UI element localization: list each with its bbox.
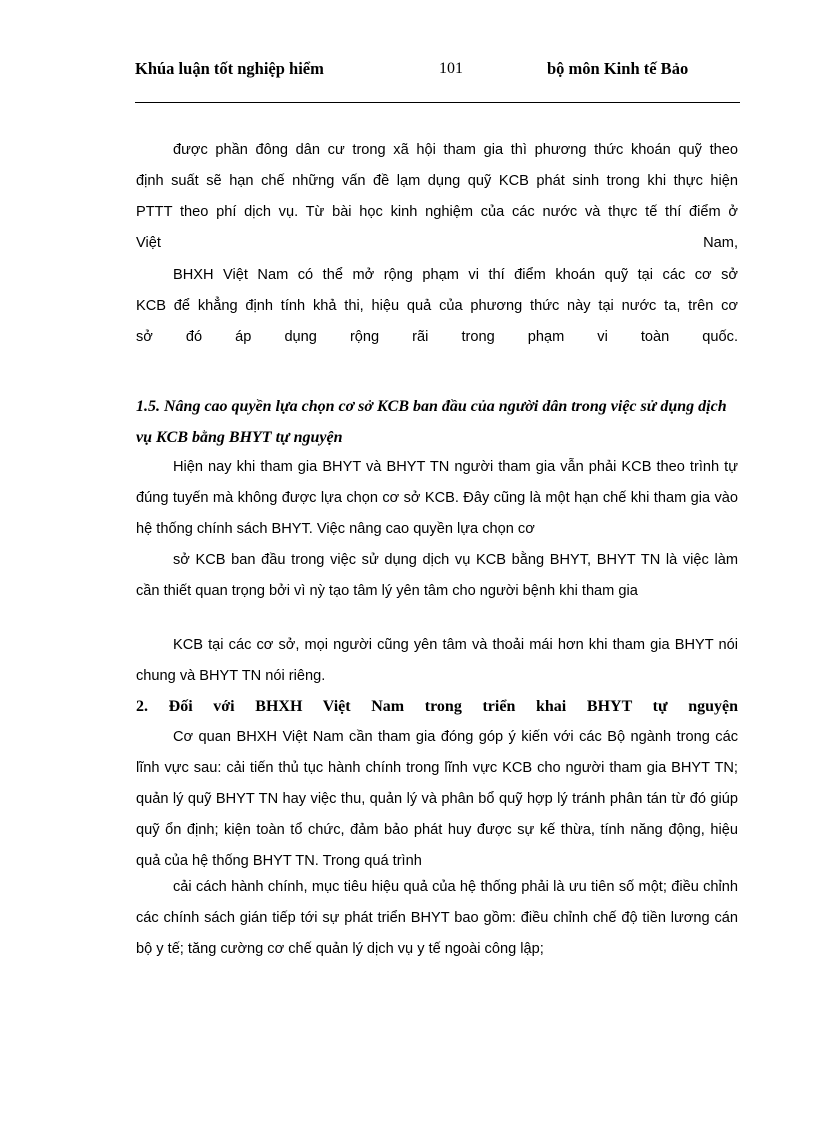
paragraph-4	[136, 545, 738, 607]
page-number: 101	[439, 60, 463, 77]
paragraph-7	[136, 872, 738, 965]
header-right-title: bộ môn Kinh tế Bảo	[547, 59, 689, 78]
p3-text: Hiện nay khi tham gia BHYT và BHYT TN người tham gia vẫn phải KCB theo trình tự đúng tuyến mà không được lựa chọn cơ sở KCB. Đây cũng là một hạn chế khi tham gia vào hệ thống chính sách BHYT. Việc nâng cao quyền lựa chọn cơ	[136, 459, 738, 537]
p1-line-2: định suất sẽ hạn chế những vấn đề lạm dụng quỹ KCB phát sinh trong khi thực hiện	[136, 173, 738, 189]
paragraph-5	[136, 630, 738, 692]
p2-line-3: sở đó áp dụng rộng rãi trong phạm vi toàn quốc.	[136, 329, 738, 345]
page-header	[135, 58, 740, 103]
p4-text: sở KCB ban đầu trong việc sử dụng dịch vụ KCB bằng BHYT, BHYT TN là việc làm cần thiết quan trọng bởi vì nỳ tạo tâm lý yên tâm cho người bệnh khi tham gia	[136, 552, 738, 599]
paragraph-1	[136, 135, 738, 259]
paragraph-2	[136, 260, 738, 353]
p2-line-1: BHXH Việt Nam có thể mở rộng phạm vi thí điểm khoán quỹ tại các cơ sở	[173, 267, 738, 283]
paragraph-3	[136, 452, 738, 545]
section-heading-2: 2. Đối với BHXH Việt Nam trong triển khai BHYT tự nguyện	[136, 698, 738, 715]
p1-line-3: PTTT theo phí dịch vụ. Từ bài học kinh nghiệm của các nước và thực tế thí điểm ở	[136, 204, 738, 220]
p7-text: cải cách hành chính, mục tiêu hiệu quả của hệ thống phải là ưu tiên số một; điều chỉnh các chính sách gián tiếp tới sự phát triển BHYT bao gồm: điều chỉnh chế độ tiền lương cán bộ y tế; tăng cường cơ chế quản lý dịch vụ y tế ngoài công lập;	[136, 879, 738, 957]
paragraph-6	[136, 722, 738, 877]
header-left-title: Khúa luận tốt nghiệp hiểm	[135, 59, 324, 78]
p1-line-4: Việt Nam,	[136, 235, 738, 251]
p2-line-2: KCB để khẳng định tính khả thi, hiệu quả của phương thức này tại nước ta, trên cơ	[136, 298, 738, 314]
p5-text: KCB tại các cơ sở, mọi người cũng yên tâm và thoải mái hơn khi tham gia BHYT nói chung và BHYT TN nói riêng.	[136, 637, 738, 684]
section-heading-1-5: 1.5. Nâng cao quyền lựa chọn cơ sở KCB ban đầu của người dân trong việc sử dụng dịch vụ KCB bằng BHYT tự nguyện	[136, 398, 727, 446]
p1-line-1: được phần đông dân cư trong xã hội tham gia thì phương thức khoán quỹ theo	[173, 142, 738, 158]
p6-text: Cơ quan BHXH Việt Nam cần tham gia đóng góp ý kiến với các Bộ ngành trong các lĩnh vực sau: cải tiến thủ tục hành chính trong lĩnh vực KCB cho người tham gia BHYT TN; quản lý quỹ BHYT TN hay việc thu, quản lý và phân bổ quỹ hợp lý tránh phân tán từ đó giúp quỹ ổn định; kiện toàn tổ chức, đảm bảo phát huy được sự kế thừa, tính năng động, hiệu quả của hệ thống BHYT TN. Trong quá trình	[136, 729, 738, 869]
